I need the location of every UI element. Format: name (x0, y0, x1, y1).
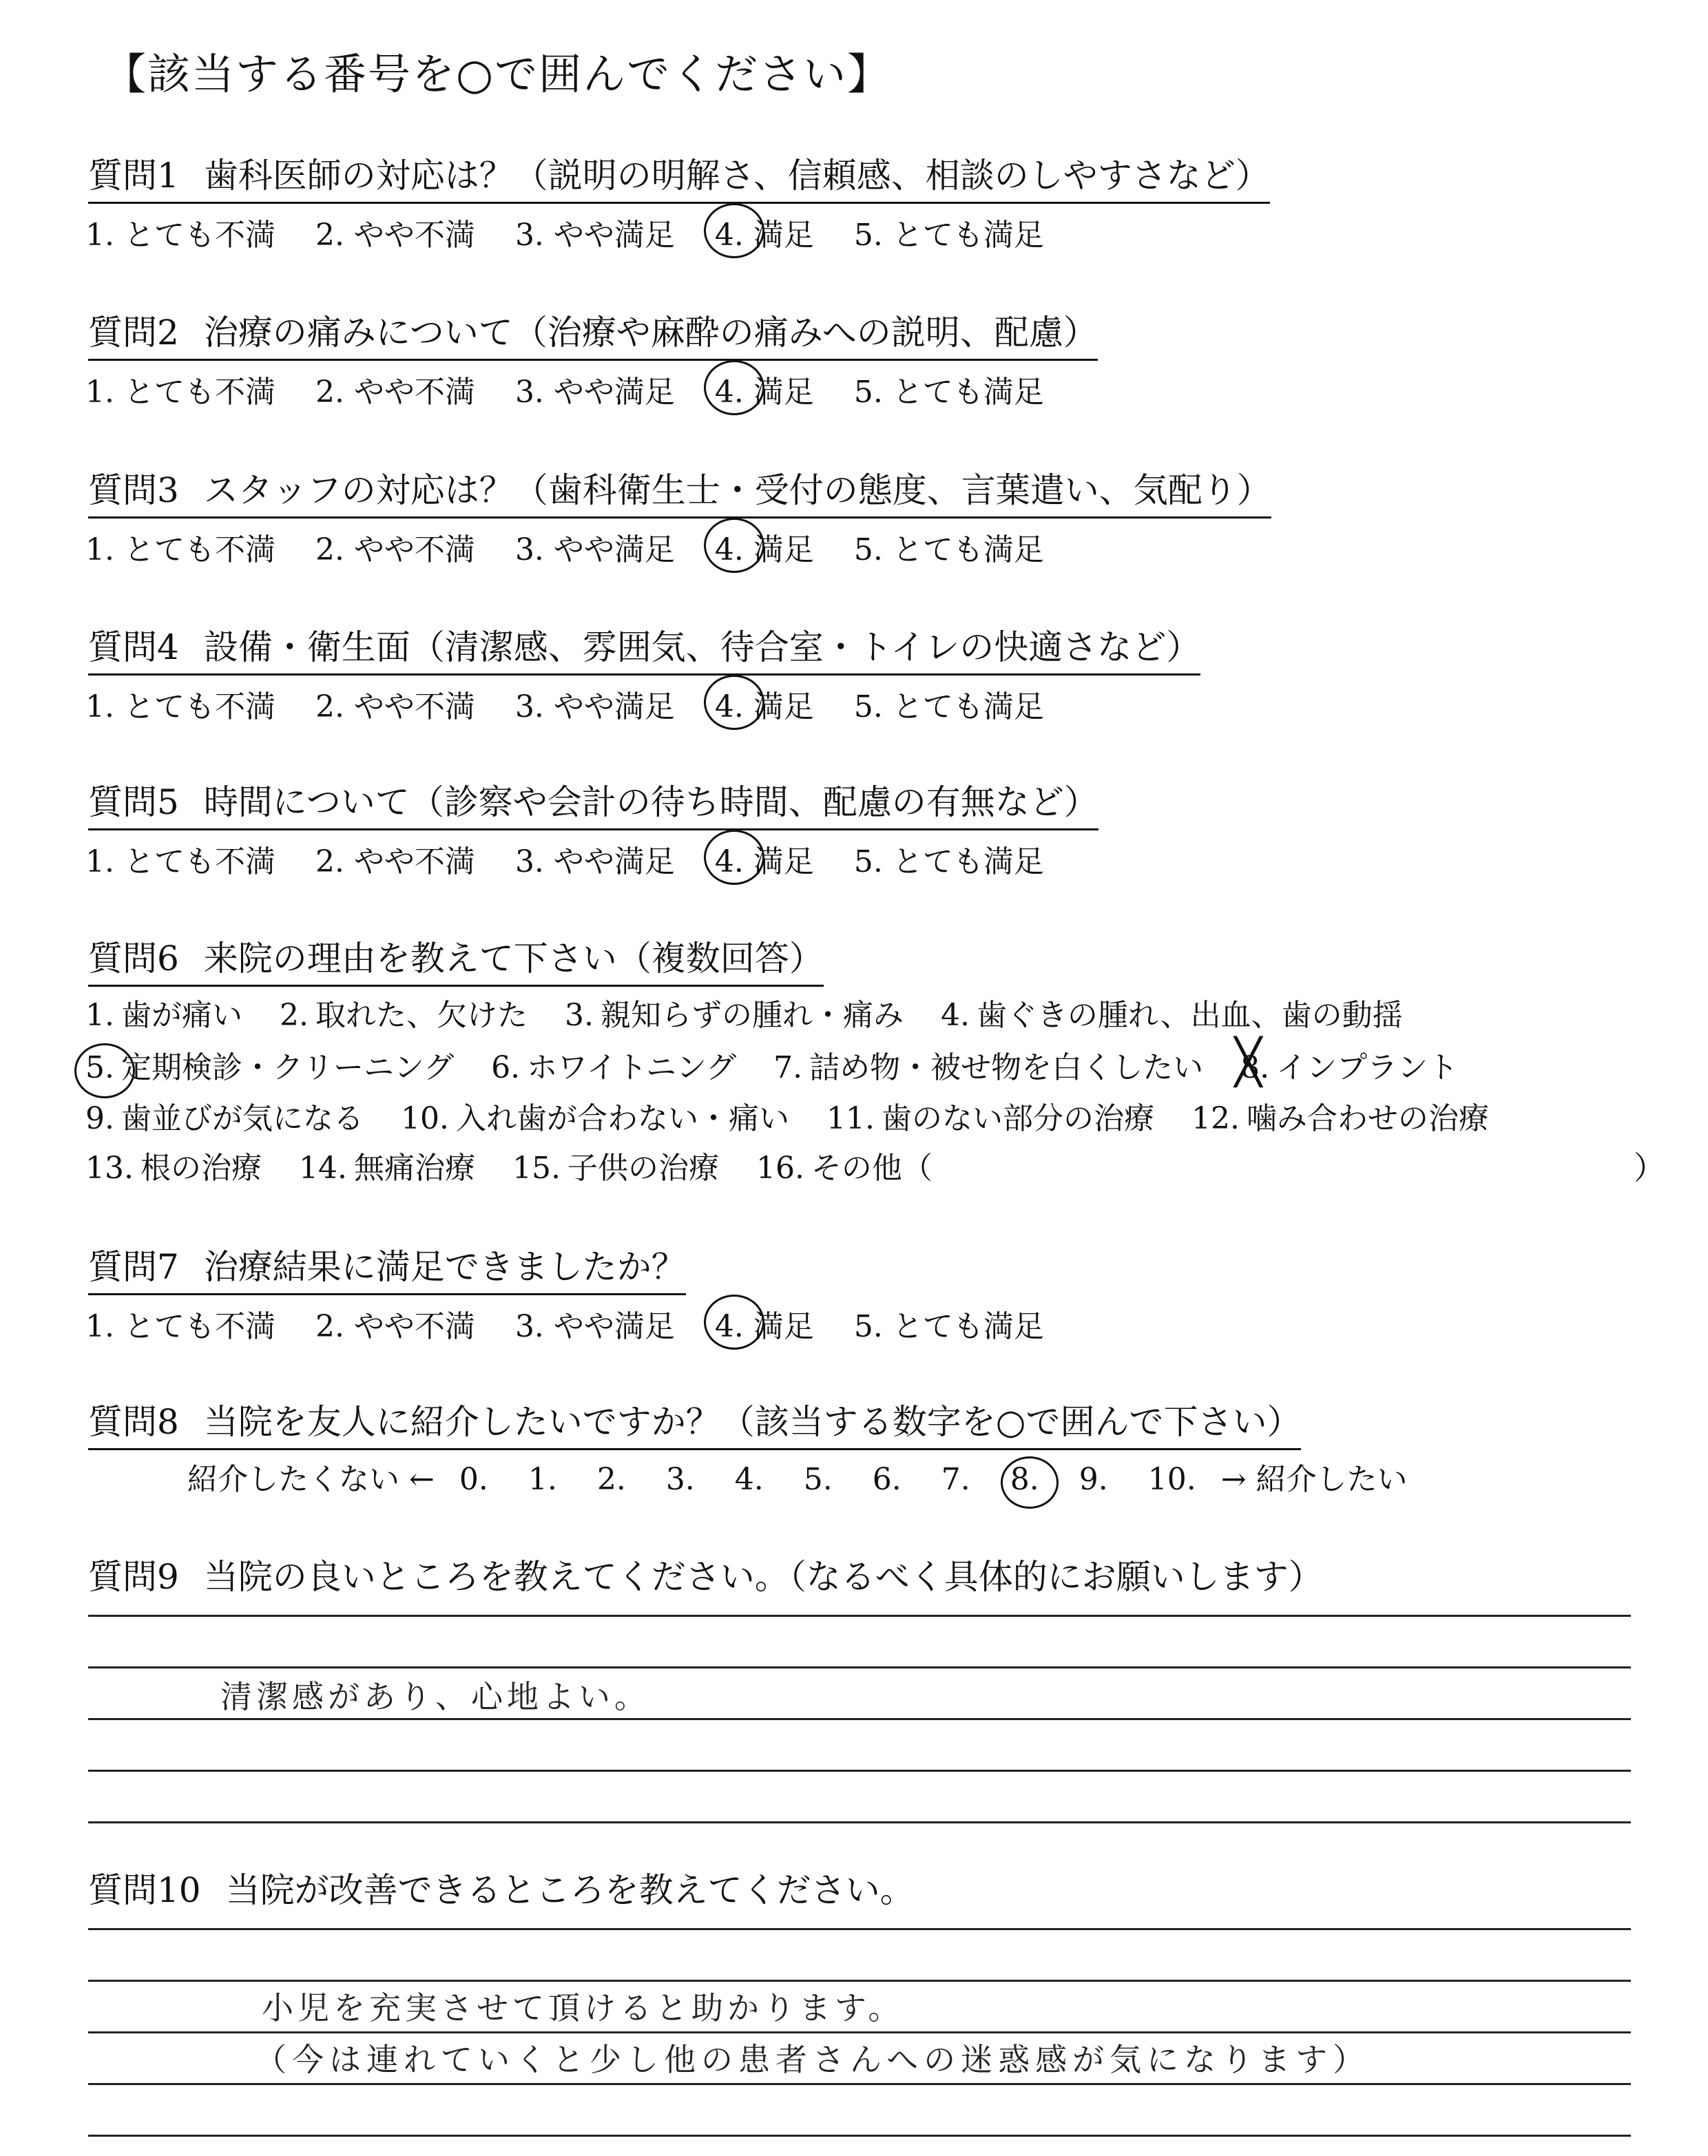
reason-option-other[interactable]: 16. その他（ (756, 1151, 933, 1186)
question-number: 質問5 (88, 782, 179, 822)
rating-options-q7 (85, 1301, 1074, 1346)
rating-options-q5 (85, 837, 1074, 881)
rating-option-selected[interactable]: 4. 満足 (715, 682, 821, 726)
other-close-paren: ） (1634, 1149, 1665, 1186)
scale-option-selected[interactable]: 8. (1010, 1462, 1039, 1497)
rating-option-selected[interactable]: 4. 満足 (715, 367, 821, 411)
question-3 (88, 463, 1271, 519)
reason-option-crossed[interactable]: 8. ╳ インプラント (1240, 1043, 1458, 1087)
rating-option[interactable]: 1. とても不満 (85, 218, 275, 253)
question-1 (88, 148, 1270, 204)
scale-option[interactable]: 3. (665, 1462, 695, 1497)
rating-option[interactable]: 5. とても満足 (853, 844, 1044, 879)
scale-right-label: → 紹介したい (1220, 1462, 1408, 1497)
reason-option[interactable]: 6. ホワイトニング (491, 1050, 737, 1085)
question-text: 来院の理由を教えて下さい（複数回答） (203, 939, 824, 978)
rating-option[interactable]: 5. とても満足 (853, 218, 1044, 253)
rating-option[interactable]: 3. やや満足 (514, 844, 675, 879)
answer-line (88, 1718, 1631, 1720)
rating-option[interactable]: 1. とても不満 (85, 844, 275, 879)
scale-option[interactable]: 6. (872, 1462, 902, 1497)
reason-row-2 (85, 1043, 1486, 1087)
answer-line (88, 1928, 1631, 1930)
answer-line (88, 2083, 1631, 2085)
scale-left-label: 紹介したくない ← (187, 1462, 435, 1497)
question-text: 歯科医師の対応は？（説明の明解さ、信頼感、相談のしやすさなど） (203, 156, 1270, 196)
reason-row-4 (85, 1143, 960, 1187)
rating-options-q2 (85, 367, 1074, 411)
answer-line (88, 1821, 1631, 1823)
rating-option[interactable]: 1. とても不満 (85, 1309, 275, 1344)
answer-line (88, 2135, 1631, 2137)
reason-row-3 (85, 1093, 1517, 1138)
rating-option[interactable]: 2. やや不満 (315, 844, 475, 879)
question-number: 質問6 (88, 939, 179, 978)
question-text: 治療の痛みについて（治療や麻酔の痛みへの説明、配慮） (203, 313, 1098, 353)
reason-option[interactable]: 4. 歯ぐきの腫れ、出血、歯の動揺 (940, 998, 1403, 1033)
rating-option[interactable]: 2. やや不満 (315, 689, 475, 724)
rating-options-q4 (85, 682, 1074, 726)
question-number: 質問7 (88, 1247, 179, 1287)
answer-line (88, 1615, 1631, 1617)
scale-option[interactable]: 4. (734, 1462, 764, 1497)
reason-row-1 (85, 990, 1430, 1034)
question-text: 当院の良いところを教えてください。（なるべく具体的にお願いします） (203, 1557, 1323, 1597)
question-number: 質問9 (88, 1557, 179, 1597)
question-number: 質問2 (88, 313, 179, 353)
question-number: 質問8 (88, 1402, 179, 1442)
reason-option[interactable]: 11. 歯のない部分の治療 (826, 1101, 1154, 1136)
reason-option-selected[interactable]: 5. 定期検診・クリーニング (85, 1050, 455, 1085)
reason-option[interactable]: 12. 噛み合わせの治療 (1191, 1101, 1489, 1136)
reason-option[interactable]: 10. 入れ歯が合わない・痛い (400, 1101, 789, 1136)
rating-option[interactable]: 2. やや不満 (315, 532, 475, 567)
answer-line (88, 1980, 1631, 1982)
reason-option[interactable]: 2. 取れた、欠けた (279, 998, 528, 1033)
rating-option[interactable]: 1. とても不満 (85, 532, 275, 567)
q9-handwritten-answer[interactable]: 清潔感があり、心地よい。 (220, 1678, 650, 1715)
rating-option-selected[interactable]: 4. 満足 (715, 210, 821, 254)
rating-option[interactable]: 1. とても不満 (85, 375, 275, 410)
scale-option[interactable]: 10. (1147, 1462, 1196, 1497)
rating-option[interactable]: 5. とても満足 (853, 689, 1044, 724)
question-text: 当院を友人に紹介したいですか？（該当する数字を○で囲んで下さい） (203, 1402, 1302, 1442)
reason-option[interactable]: 14. 無痛治療 (298, 1151, 475, 1186)
question-text: 時間について（診察や会計の待ち時間、配慮の有無など） (203, 782, 1098, 822)
question-7 (88, 1239, 686, 1295)
rating-option-selected[interactable]: 4. 満足 (715, 525, 821, 569)
question-9 (88, 1549, 1323, 1599)
rating-option[interactable]: 3. やや満足 (514, 375, 675, 410)
scale-option[interactable]: 0. (459, 1462, 488, 1497)
answer-line (88, 2031, 1631, 2033)
rating-option[interactable]: 3. やや満足 (514, 689, 675, 724)
page-title: 【該当する番号を○で囲んでください】 (103, 49, 892, 99)
q10-handwritten-answer-line2[interactable]: （今は連れていくと少し他の患者さんへの迷惑感が気になります） (255, 2041, 1371, 2078)
question-number: 質問4 (88, 627, 179, 667)
rating-option[interactable]: 2. やや不満 (315, 1309, 475, 1344)
scale-option[interactable]: 9. (1079, 1462, 1108, 1497)
question-number: 質問10 (88, 1870, 201, 1910)
question-8 (88, 1394, 1301, 1450)
rating-option-selected[interactable]: 4. 満足 (715, 1301, 821, 1346)
rating-option[interactable]: 3. やや満足 (514, 218, 675, 253)
rating-option[interactable]: 5. とても満足 (853, 1309, 1044, 1344)
rating-options-q3 (85, 525, 1074, 569)
scale-option[interactable]: 7. (941, 1462, 970, 1497)
question-text: 治療結果に満足できましたか？ (203, 1247, 686, 1287)
scale-option[interactable]: 5. (803, 1462, 833, 1497)
scale-option[interactable]: 1. (528, 1462, 557, 1497)
question-2 (88, 305, 1098, 361)
question-text: スタッフの対応は？（歯科衛生士・受付の態度、言葉遣い、気配り） (203, 470, 1271, 510)
question-5 (88, 775, 1098, 830)
rating-option[interactable]: 2. やや不満 (315, 375, 475, 410)
question-10 (88, 1863, 915, 1912)
question-number: 質問3 (88, 470, 179, 510)
question-text: 設備・衛生面（清潔感、雰囲気、待合室・トイレの快適さなど） (203, 627, 1201, 667)
reason-option[interactable]: 15. 子供の治療 (512, 1151, 719, 1186)
scale-option[interactable]: 2. (596, 1462, 626, 1497)
rating-options-q1 (85, 210, 1074, 254)
recommend-scale (187, 1454, 1408, 1498)
rating-option[interactable]: 3. やや満足 (514, 532, 675, 567)
question-text: 当院が改善できるところを教えてください。 (225, 1870, 915, 1910)
q10-handwritten-answer-line1[interactable]: 小児を充実させて頂けると助かります。 (262, 1989, 904, 2027)
question-4 (88, 620, 1200, 676)
question-6 (88, 931, 824, 987)
rating-option[interactable]: 3. やや満足 (514, 1309, 675, 1344)
rating-option[interactable]: 1. とても不満 (85, 689, 275, 724)
reason-option[interactable]: 3. 親知らずの腫れ・痛み (564, 998, 904, 1033)
reason-option[interactable]: 1. 歯が痛い (85, 998, 242, 1033)
rating-option[interactable]: 5. とても満足 (853, 532, 1044, 567)
question-number: 質問1 (88, 156, 179, 196)
reason-option[interactable]: 13. 根の治療 (85, 1151, 262, 1186)
rating-option-selected[interactable]: 4. 満足 (715, 837, 821, 881)
reason-option[interactable]: 7. 詰め物・被せ物を白くしたい (773, 1050, 1204, 1085)
rating-option[interactable]: 2. やや不満 (315, 218, 475, 253)
rating-option[interactable]: 5. とても満足 (853, 375, 1044, 410)
answer-line (88, 1666, 1631, 1668)
answer-line (88, 1770, 1631, 1772)
reason-option[interactable]: 9. 歯並びが気になる (85, 1101, 364, 1136)
